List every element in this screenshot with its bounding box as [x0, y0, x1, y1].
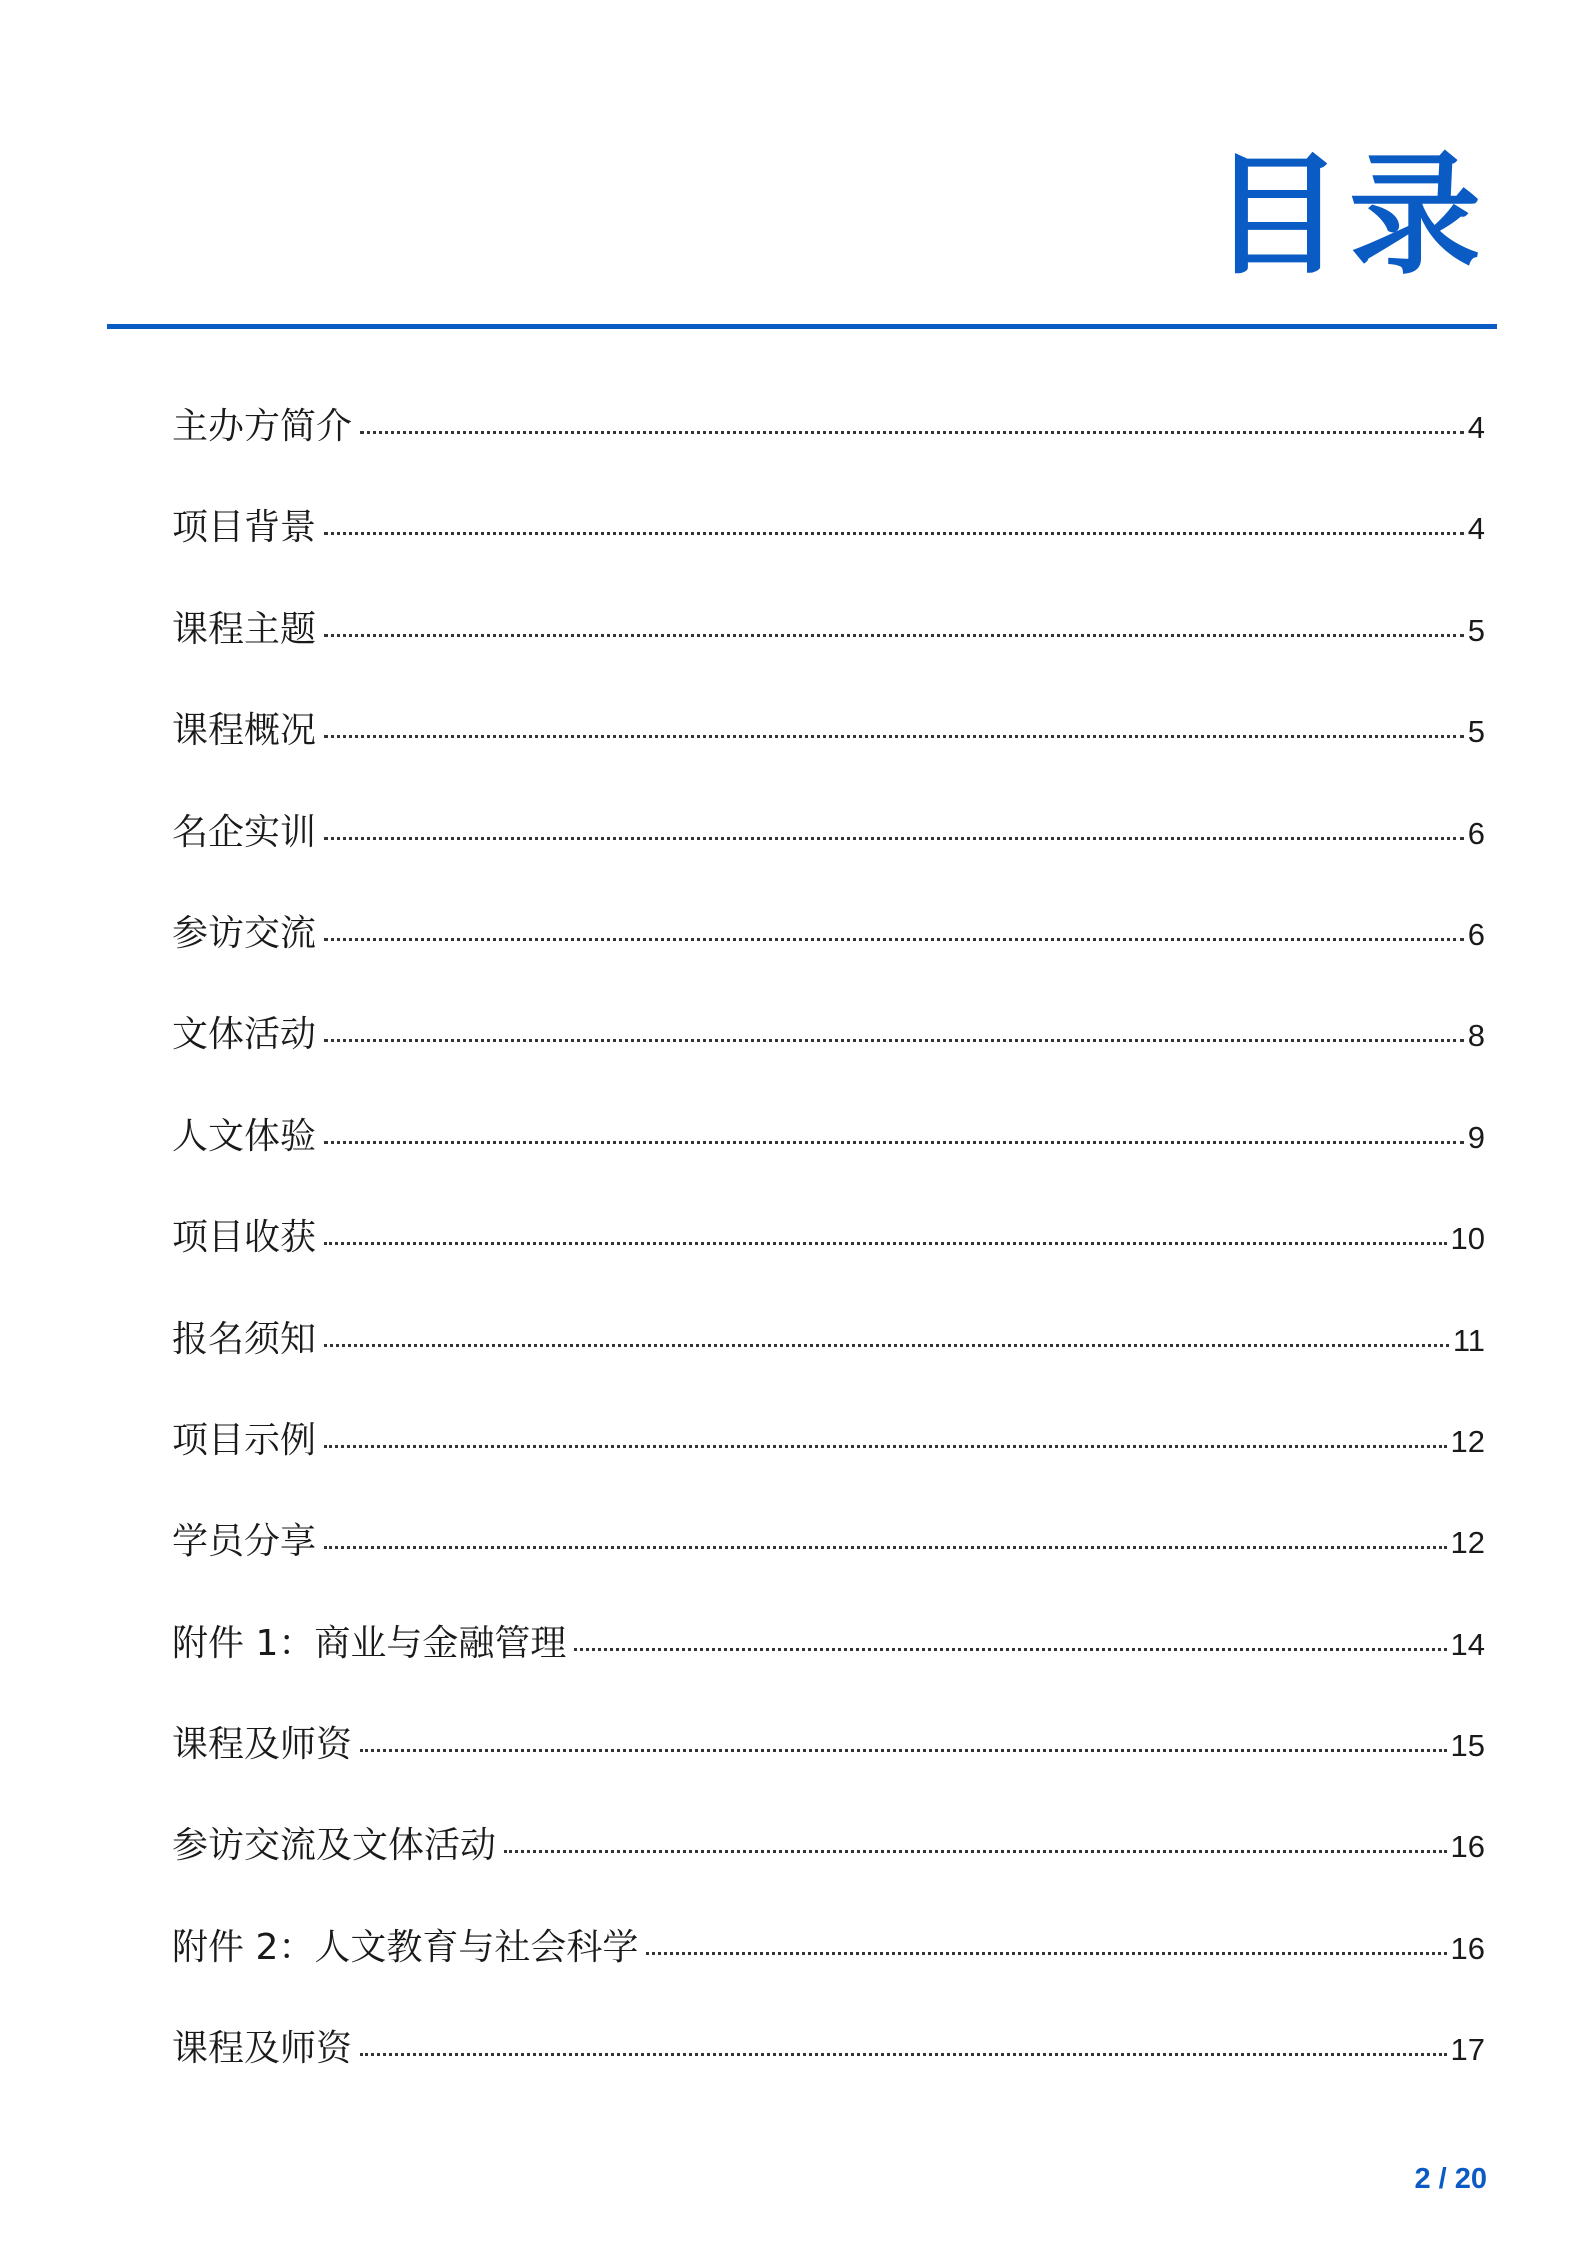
toc-entry[interactable]: [172, 1520, 1485, 1621]
toc-entry-page: 4: [1467, 410, 1485, 445]
toc-entry[interactable]: [172, 1318, 1485, 1419]
toc-entry[interactable]: [172, 912, 1485, 1013]
toc-dot-leader: [324, 634, 1464, 637]
toc-entry-label: 项目收获: [172, 1217, 317, 1259]
toc-dot-leader: [360, 2053, 1447, 2056]
toc-entry[interactable]: [172, 1622, 1485, 1723]
page-title: 目录: [1211, 139, 1487, 293]
toc-entry-label: 主办方简介: [172, 406, 353, 447]
toc-dot-leader: [324, 837, 1464, 840]
toc-entry-page: 17: [1450, 2032, 1485, 2068]
toc-entry-page: 6: [1467, 916, 1485, 952]
toc-entry-page: 15: [1450, 1728, 1485, 1764]
toc-dot-leader: [324, 532, 1464, 535]
toc-entry-label: 课程及师资: [172, 1724, 353, 1766]
toc-dot-leader: [504, 1850, 1447, 1853]
toc-entry-label: 项目示例: [172, 1419, 317, 1461]
toc-dot-leader: [324, 1445, 1447, 1448]
toc-entry[interactable]: [172, 506, 1485, 607]
toc-entry-page: 16: [1450, 1930, 1485, 1966]
toc-dot-leader: [574, 1648, 1446, 1651]
toc-entry-page: 4: [1467, 511, 1485, 547]
toc-entry-label: 参访交流及文体活动: [172, 1825, 497, 1867]
toc-dot-leader: [324, 1242, 1447, 1245]
toc-entry-page: 16: [1450, 1829, 1485, 1865]
toc-entry-label: 参访交流: [172, 912, 317, 954]
toc-entry[interactable]: [172, 1926, 1485, 2027]
toc-entry-label: 人文体验: [172, 1115, 317, 1157]
toc-entry-page: 9: [1467, 1119, 1485, 1155]
toc-entry[interactable]: [172, 811, 1485, 912]
toc-dot-leader: [360, 431, 1464, 434]
toc-dot-leader: [324, 735, 1464, 738]
toc-dot-leader: [324, 1344, 1449, 1347]
table-of-contents: [172, 405, 1485, 2129]
toc-dot-leader: [646, 1952, 1446, 1955]
toc-entry-page: 5: [1467, 714, 1485, 750]
toc-entry-page: 6: [1467, 815, 1485, 851]
toc-dot-leader: [324, 1039, 1464, 1042]
toc-entry[interactable]: [172, 2027, 1485, 2128]
toc-entry[interactable]: [172, 1824, 1485, 1925]
page-number: 2 / 20: [1414, 2163, 1487, 2195]
toc-entry-label: 报名须知: [172, 1318, 317, 1360]
toc-dot-leader: [360, 1749, 1447, 1752]
toc-entry[interactable]: [172, 1419, 1485, 1520]
title-divider: [107, 324, 1497, 329]
toc-entry[interactable]: [172, 709, 1485, 810]
toc-entry-page: 12: [1450, 1525, 1485, 1561]
toc-entry-label: 课程及师资: [172, 2028, 353, 2070]
toc-entry[interactable]: [172, 1723, 1485, 1824]
toc-entry-page: 5: [1467, 612, 1485, 648]
toc-entry[interactable]: [172, 1115, 1485, 1216]
toc-dot-leader: [324, 1546, 1447, 1549]
toc-entry-page: 12: [1450, 1423, 1485, 1459]
toc-entry-label: 项目背景: [172, 507, 317, 549]
toc-entry-label: 学员分享: [172, 1521, 317, 1563]
toc-entry-page: 11: [1452, 1322, 1485, 1358]
toc-entry[interactable]: [172, 608, 1485, 709]
toc-dot-leader: [324, 1141, 1464, 1144]
toc-entry-page: 8: [1467, 1018, 1485, 1054]
toc-entry-label: 文体活动: [172, 1014, 317, 1056]
toc-entry-label: 附件 1：商业与金融管理: [172, 1622, 567, 1664]
toc-entry[interactable]: [172, 1216, 1485, 1317]
toc-entry-label: 名企实训: [172, 811, 317, 853]
toc-entry-label: 附件 2：人文教育与社会科学: [172, 1926, 639, 1968]
toc-entry-label: 课程主题: [172, 608, 317, 650]
toc-entry-page: 10: [1450, 1221, 1485, 1257]
toc-entry[interactable]: [172, 1013, 1485, 1114]
toc-dot-leader: [324, 938, 1464, 941]
toc-entry-label: 课程概况: [172, 710, 317, 752]
toc-entry[interactable]: [172, 405, 1485, 506]
toc-entry-page: 14: [1450, 1626, 1485, 1662]
